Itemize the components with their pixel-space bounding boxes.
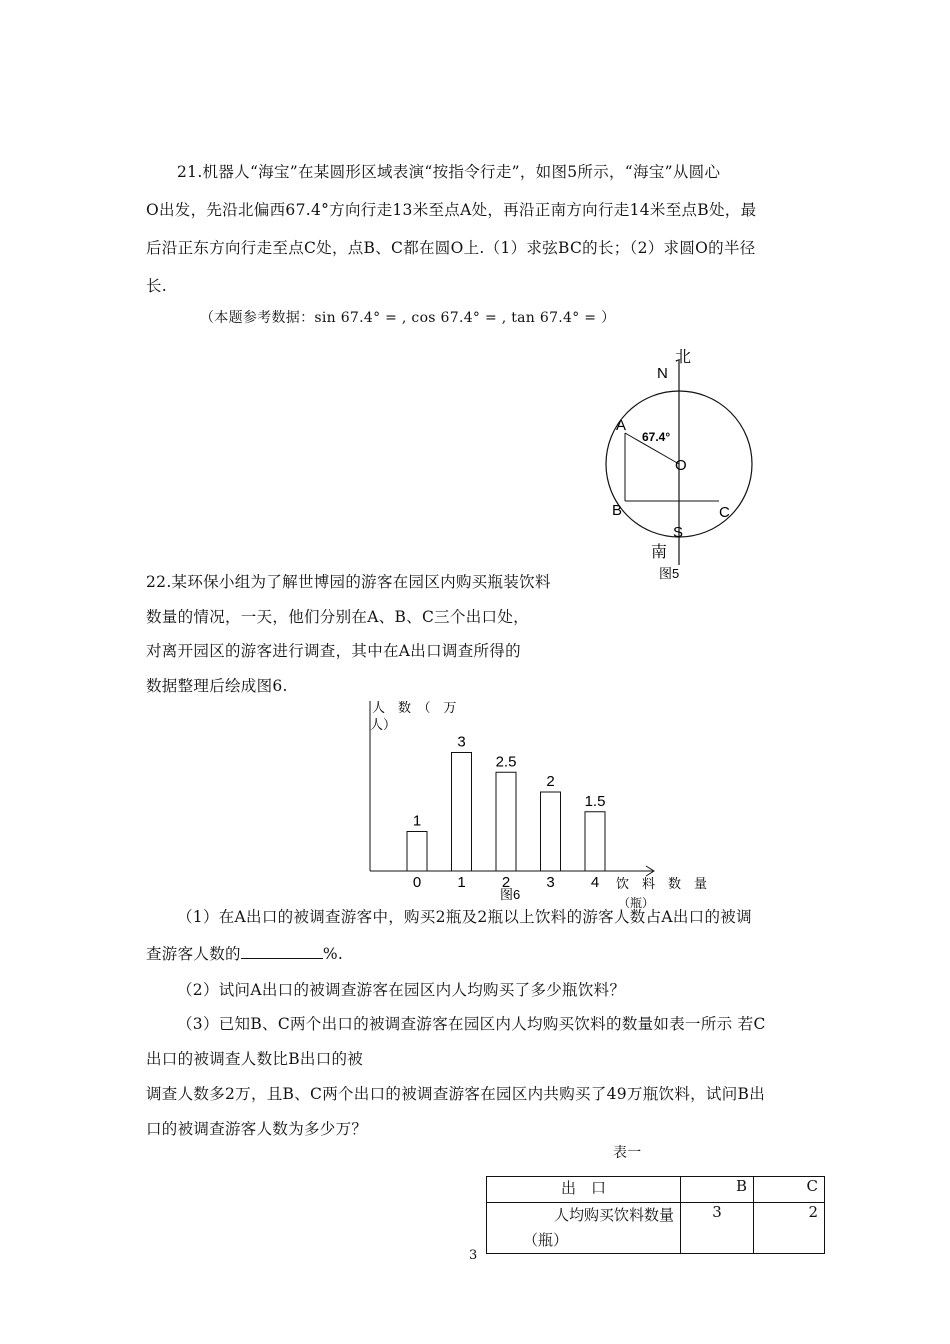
y-axis-label-1: 人 数 （ 万 (372, 700, 457, 715)
bar-0 (407, 832, 427, 872)
x-tick-label-0: 0 (412, 874, 422, 891)
row-label-1: 人均购买饮料数量 (553, 1206, 674, 1224)
q21-line-2: O出发，先沿北偏西67.4°方向行走13米至点A处，再沿正南方向行走14米至点B处，最 (146, 201, 757, 219)
table-header-row (487, 1177, 825, 1203)
q22-part3-line-2: 出口的被调查人数比B出口的被 (146, 1050, 364, 1068)
label-n: N (657, 365, 668, 382)
bar-4 (585, 812, 605, 871)
row-label (487, 1203, 681, 1254)
x-tick-label-1: 1 (457, 874, 466, 891)
bar-1 (452, 753, 472, 872)
q22-intro-1: 22.某环保小组为了解世博园的游客在园区内购买瓶装饮料 (146, 573, 551, 591)
q21-line-3: 后沿正东方向行走至点C处，点B、C都在圆O上.（1）求弦BC的长；（2）求圆O的半径 (146, 239, 756, 257)
label-angle: 67.4° (642, 430, 671, 444)
table-data-row (487, 1203, 825, 1254)
x-axis-label-2: （瓶） (618, 896, 655, 910)
figure-5-circle-diagram (595, 340, 755, 590)
q21-line-4: 长. (146, 277, 168, 295)
row-label-2: （瓶） (523, 1231, 569, 1249)
header-exit: 出 口 (487, 1177, 681, 1203)
label-south-cn: 南 (651, 544, 668, 561)
bar-value-label-0: 1 (412, 812, 422, 830)
label-north-cn: 北 (675, 349, 692, 366)
label-b: B (612, 502, 623, 519)
q21-reference-data: （本题参考数据：sin 67.4° = , cos 67.4° = , tan 67.4° = ） (200, 310, 616, 326)
value-b: 3 (681, 1203, 754, 1254)
q22-part1-text: 查游客人数的 (146, 945, 241, 963)
label-a: A (616, 417, 627, 434)
bar-value-label-3: 2 (546, 773, 555, 790)
figure-5-caption: 图5 (659, 566, 680, 581)
bar-value-label-1: 3 (457, 733, 466, 751)
q22-intro-4: 数据整理后绘成图6. (146, 677, 288, 695)
header-b: B (681, 1177, 754, 1203)
q22-part2: （2）试问A出口的被调查游客在园区内人均购买了多少瓶饮料？ (177, 981, 626, 999)
q22-part1-percent: %. (322, 945, 344, 963)
q22-part1-line-a: （1）在A出口的被调查游客中，购买2瓶及2瓶以上饮料的游客人数占A出口的被调 (177, 908, 752, 926)
x-axis-label-1: 饮 料 数 量 (616, 876, 708, 891)
q22-intro-3: 对离开园区的游客进行调查，其中在A出口调查所得的 (146, 642, 521, 660)
q22-part1-line-b (146, 942, 343, 964)
chart-title: 图6 (500, 887, 521, 902)
header-c: C (754, 1177, 825, 1203)
x-tick-label-3: 3 (546, 874, 555, 891)
figure-6-bar-chart (360, 695, 720, 910)
answer-blank[interactable] (241, 944, 323, 959)
label-c: C (719, 504, 730, 521)
table-one (486, 1176, 825, 1254)
bar-value-label-2: 2.5 (495, 753, 517, 771)
y-axis-label-2: 人） (370, 717, 397, 732)
bar-value-label-4: 1.5 (584, 792, 606, 810)
x-tick-label-2: 2 (501, 874, 511, 891)
q22-part3-line-3: 调查人数多2万，且B、C两个出口的被调查游客在园区内共购买了49万瓶饮料，试问B出 (146, 1085, 766, 1103)
q22-part3-line-1: （3）已知B、C两个出口的被调查游客在园区内人均购买饮料的数量如表一所示 若C (177, 1015, 766, 1033)
label-s: S (673, 524, 684, 541)
q22-intro-2: 数量的情况，一天，他们分别在A、B、C三个出口处， (146, 608, 529, 626)
bar-3 (541, 792, 561, 871)
q21-line-1: 21.机器人“海宝”在某圆形区域表演“按指令行走”，如图5所示，“海宝”从圆心 (177, 163, 721, 181)
table-title: 表一 (613, 1145, 642, 1161)
page-number: 3 (469, 1248, 478, 1263)
value-c: 2 (754, 1203, 825, 1254)
q22-part3-line-4: 口的被调查游客人数为多少万？ (146, 1120, 368, 1138)
bar-2 (496, 772, 516, 871)
label-o: O (675, 457, 687, 474)
x-tick-label-4: 4 (590, 874, 600, 891)
